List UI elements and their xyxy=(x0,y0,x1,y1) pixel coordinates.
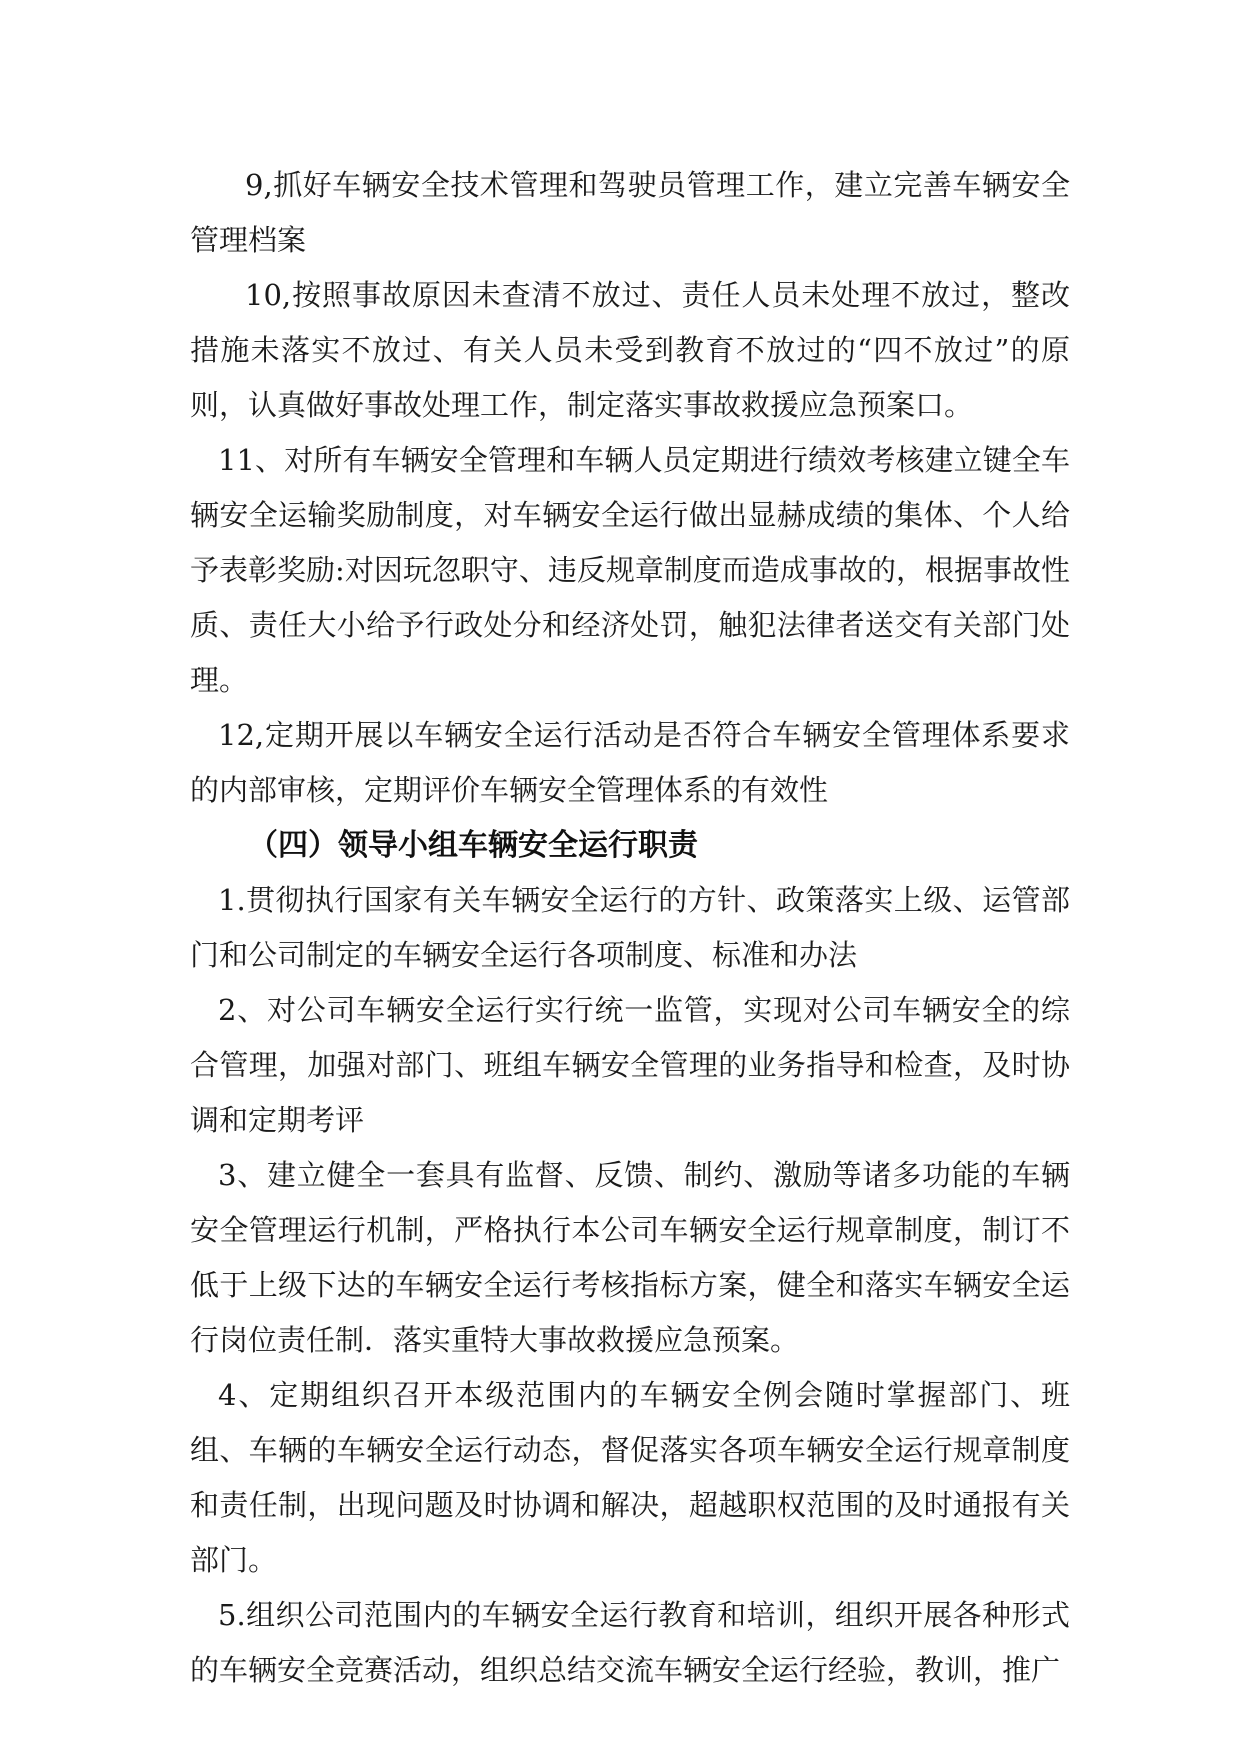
section-paragraph-4: 4、定期组织召开本级范围内的车辆安全例会随时掌握部门、班组、车辆的车辆安全运行动态，督促落实各项车辆安全运行规章制度和责任制，出现问题及时协调和解决，超越职权范围的及时通报有关部门。 xyxy=(190,1378,1070,1577)
section-paragraph-1: 1.贯彻执行国家有关车辆安全运行的方针、政策落实上级、运管部门和公司制定的车辆安全运行各项制度、标准和办法 xyxy=(190,883,1070,972)
section-paragraph-3: 3、建立健全一套具有监督、反馈、制约、激励等诸多功能的车辆安全管理运行机制，严格执行本公司车辆安全运行规章制度，制订不低于上级下达的车辆安全运行考核指标方案，健全和落实车辆安全运行岗位责任制．落实重特大事故救援应急预案。 xyxy=(190,1158,1070,1357)
section-heading: （四）领导小组车辆安全运行职责 xyxy=(248,828,698,863)
paragraph-item-11: 11、对所有车辆安全管理和车辆人员定期进行绩效考核建立键全车辆安全运输奖励制度，对车辆安全运行做出显赫成绩的集体、个人给予表彰奖励:对因玩忽职守、违反规章制度而造成事故的，根据事故性质、责任大小给予行政处分和经济处罚，触犯法律者送交有关部门处理。 xyxy=(190,443,1070,697)
paragraph-item-10: 10,按照事故原因未查清不放过、责任人员未处理不放过，整改措施未落实不放过、有关人员未受到教育不放过的“四不放过”的原则，认真做好事故处理工作，制定落实事故救援应急预案口。 xyxy=(190,278,1070,422)
paragraph-item-9: 9,抓好车辆安全技术管理和驾驶员管理工作，建立完善车辆安全管理档案 xyxy=(190,168,1070,257)
paragraph-item-12: 12,定期开展以车辆安全运行活动是否符合车辆安全管理体系要求的内部审核，定期评价车辆安全管理体系的有效性 xyxy=(190,718,1070,807)
section-paragraph-2: 2、对公司车辆安全运行实行统一监管，实现对公司车辆安全的综合管理，加强对部门、班组车辆安全管理的业务指导和检查，及时协调和定期考评 xyxy=(190,993,1070,1137)
section-paragraph-5: 5.组织公司范围内的车辆安全运行教育和培训，组织开展各种形式的车辆安全竞赛活动，组织总结交流车辆安全运行经验，教训，推广 xyxy=(190,1598,1070,1687)
document-body xyxy=(190,158,1070,1698)
